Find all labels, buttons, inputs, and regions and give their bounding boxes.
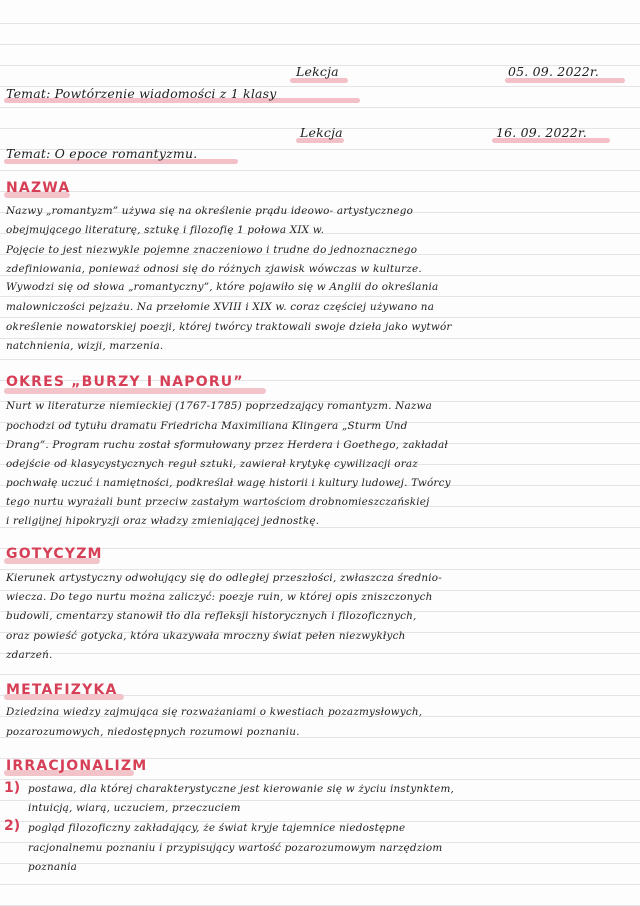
text-line: oraz powieść gotycka, która ukazywała mroczny świat pełen niezwykłych [6, 630, 406, 642]
text-line: odejście od klasycystycznych reguł sztuki, zawierał krytykę cywilizacji oraz [6, 458, 418, 470]
text-line: tego nurtu wyrażali bunt przeciw zastałym wartościom drobnomieszczańskiej [6, 496, 430, 508]
text-line: Nazwy „romantyzm” używa się na określenie prądu ideowo- artystycznego [6, 205, 414, 217]
text-line: postawa, dla której charakterystyczne jest kierowanie się w życiu instynktem, [28, 783, 455, 795]
text-line: Drang”. Program ruchu został sformułowany przez Herdera i Goethego, zakładał [6, 439, 448, 451]
section-heading-okres: OKRES „BURZY I NAPORU” [6, 374, 244, 390]
text-line: pochodzi od tytułu dramatu Friedricha Maximiliana Klingera „Sturm Und [6, 420, 408, 432]
text-line: Wywodzi się od słowa „romantyczny”, które pojawiło się w Anglii do określania [6, 281, 439, 293]
text-line: poznania [28, 861, 78, 873]
text-line: natchnienia, wizji, marzenia. [6, 340, 164, 352]
text-line: malowniczości pejzażu. Na przełomie XVIII i XIX w. coraz częściej używano na [6, 301, 435, 313]
section-heading-metafizyka: METAFIZYKA [6, 682, 118, 698]
list-number: 2) [4, 818, 21, 834]
section-heading-irracjonalizm: IRRACJONALIZM [6, 758, 148, 774]
lesson-date: 05. 09. 2022r. [508, 64, 599, 79]
text-line: budowli, cmentarzy stanowił tło dla refleksji historycznych i filozoficznych, [6, 610, 417, 622]
lesson-topic: Temat: Powtórzenie wiadomości z 1 klasy [6, 86, 277, 101]
text-line: zdarzeń. [6, 649, 53, 661]
list-number: 1) [4, 780, 21, 796]
text-line: i religijnej hipokryzji oraz władzy zmieniającej jednostkę. [6, 515, 320, 527]
text-line: wiecza. Do tego nurtu można zaliczyć: poezje ruin, w której opis zniszczonych [6, 591, 433, 603]
lesson-topic: Temat: O epoce romantyzmu. [6, 146, 198, 161]
text-line: pozarozumowych, niedostępnych rozumowi poznaniu. [6, 726, 300, 738]
text-line: Dziedzina wiedzy zajmująca się rozważaniami o kwestiach pozazmysłowych, [6, 706, 423, 718]
text-line: pogląd filozoficzny zakładający, że świat kryje tajemnice niedostępne [28, 822, 406, 834]
section-heading-gotycyzm: GOTYCYZM [6, 546, 103, 562]
lesson-label: Lekcja [300, 125, 343, 140]
text-line: zdefiniowania, ponieważ odnosi się do różnych zjawisk wówczas w kulturze. [6, 263, 422, 275]
text-line: racjonalnemu poznaniu i przypisujący wartość pozarozumowym narzędziom [28, 842, 443, 854]
text-line: pochwałę uczuć i namiętności, podkreślał wagę historii i kultury ludowej. Twórcy [6, 477, 451, 489]
text-line: Pojęcie to jest niezwykle pojemne znaczeniowo i trudne do jednoznacznego [6, 244, 418, 256]
text-line: intuicją, wiarą, uczuciem, przeczuciem [28, 802, 241, 814]
text-line: określenie nowatorskiej poezji, której twórcy traktowali swoje dzieła jako wytwór [6, 321, 452, 333]
lesson-label: Lekcja [296, 64, 339, 79]
text-line: obejmującego literaturę, sztukę i filozofię 1 połowa XIX w. [6, 224, 325, 236]
text-line: Nurt w literaturze niemieckiej (1767-1785) poprzedzający romantyzm. Nazwa [6, 400, 432, 412]
text-line: Kierunek artystyczny odwołujący się do odległej przeszłości, zwłaszcza średnio- [6, 572, 442, 584]
lesson-date: 16. 09. 2022r. [496, 125, 587, 140]
section-heading-nazwa: NAZWA [6, 180, 71, 196]
